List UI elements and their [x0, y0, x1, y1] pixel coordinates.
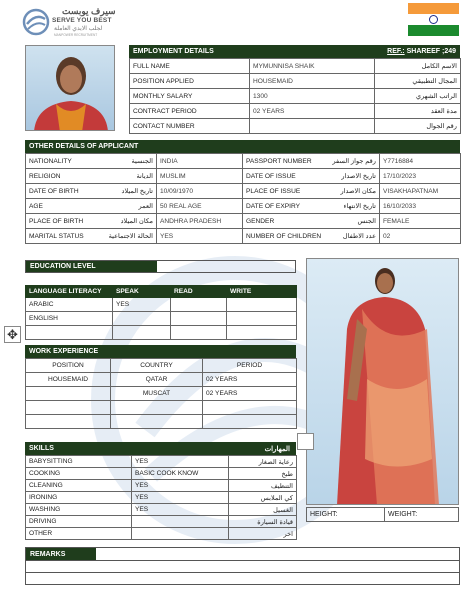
field-label-ar: المجال التطبيقي: [375, 74, 461, 89]
field-value: FEMALE: [380, 214, 461, 229]
language-name: ARABIC: [26, 298, 113, 312]
field-label-ar: تاريخ الاصدار: [322, 169, 380, 184]
education-level-row: [25, 260, 296, 273]
field-label: POSITION APPLIED: [130, 74, 250, 89]
language-literacy-header: LANGUAGE LITERACY: [26, 286, 113, 298]
field-value: 02: [380, 229, 461, 244]
table-row: [26, 516, 297, 528]
remarks-line: [26, 572, 459, 584]
empty-cell: [26, 401, 111, 415]
skill-name-ar: التنظيف: [229, 480, 297, 492]
language-speak: YES: [113, 298, 171, 312]
photo-checkbox[interactable]: [297, 433, 314, 450]
work-experience-table: [25, 358, 297, 429]
table-row: [130, 59, 461, 74]
ref-label: REF.:: [387, 48, 405, 55]
language-read: [171, 298, 227, 312]
field-value: ANDHRA PRADESH: [157, 214, 243, 229]
table-row: [26, 387, 297, 401]
field-label-ar: رقم جواز السفر: [322, 154, 380, 169]
table-row: [130, 119, 461, 134]
table-row: [26, 480, 297, 492]
field-label: MARITAL STATUS: [26, 229, 101, 244]
skills-header: [25, 442, 296, 455]
height-label: HEIGHT:: [307, 508, 385, 521]
column-header-country: COUNTRY: [111, 359, 203, 373]
field-label-ar: تاريخ الميلاد: [101, 184, 157, 199]
table-row: [26, 373, 297, 387]
field-label: MONTHLY SALARY: [130, 89, 250, 104]
work-period: 02 YEARS: [203, 373, 297, 387]
skill-name-ar: كي الملابس: [229, 492, 297, 504]
move-handle-icon[interactable]: ✥: [4, 326, 21, 343]
skills-title-ar: المهارات: [264, 445, 290, 453]
company-logo: [22, 6, 117, 40]
language-write: [227, 312, 297, 326]
work-experience-header: [25, 345, 296, 358]
work-experience-title: WORK EXPERIENCE: [29, 348, 99, 355]
applicant-details-header: [25, 140, 460, 153]
skill-value: YES: [132, 492, 229, 504]
field-value: 50 REAL AGE: [157, 199, 243, 214]
field-label: DATE OF ISSUE: [243, 169, 322, 184]
skill-value: YES: [132, 504, 229, 516]
skill-name: COOKING: [26, 468, 132, 480]
skill-name: WASHING: [26, 504, 132, 516]
field-label: CONTACT NUMBER: [130, 119, 250, 134]
table-row: [26, 184, 461, 199]
column-header-write: WRITE: [227, 286, 297, 298]
work-country: QATAR: [111, 373, 203, 387]
field-value: 17/10/2023: [380, 169, 461, 184]
skill-value: BASIC COOK KNOW: [132, 468, 229, 480]
field-label: NATIONALITY: [26, 154, 101, 169]
applicant-details-table: [25, 153, 461, 244]
skill-name: BABYSITTING: [26, 456, 132, 468]
field-label-ar: عدد الاطفال: [322, 229, 380, 244]
language-speak: [113, 312, 171, 326]
education-level-header: EDUCATION LEVEL: [26, 261, 157, 272]
field-label-ar: تاريخ الانتهاء: [322, 199, 380, 214]
table-row: [26, 286, 297, 298]
work-period: 02 YEARS: [203, 387, 297, 401]
field-value: 1300: [250, 89, 375, 104]
field-label: FULL NAME: [130, 59, 250, 74]
field-label-ar: مكان الاصدار: [322, 184, 380, 199]
table-row: [26, 401, 297, 415]
table-row: [130, 74, 461, 89]
table-row: [26, 154, 461, 169]
field-label: PLACE OF ISSUE: [243, 184, 322, 199]
field-label-ar: الاسم الكامل: [375, 59, 461, 74]
table-row: [26, 359, 297, 373]
table-row: [26, 229, 461, 244]
table-row: [26, 326, 297, 340]
empty-cell: [203, 401, 297, 415]
table-row: [130, 104, 461, 119]
work-country: MUSCAT: [111, 387, 203, 401]
logo-tagline-en: MANPOWER RECRUITMENT: [54, 33, 98, 37]
field-label-ar: الجنس: [322, 214, 380, 229]
india-flag-icon: [408, 3, 459, 36]
column-header-position: POSITION: [26, 359, 111, 373]
logo-emblem-icon: [22, 8, 50, 36]
field-label: NUMBER OF CHILDREN: [243, 229, 322, 244]
employment-details-title: EMPLOYMENT DETAILS: [133, 48, 214, 55]
table-row: [26, 415, 297, 429]
field-label-ar: الحالة الاجتماعية: [101, 229, 157, 244]
weight-label: WEIGHT:: [388, 511, 418, 518]
column-header-period: PERIOD: [203, 359, 297, 373]
portrait-photo: [25, 45, 115, 131]
empty-cell: [113, 326, 171, 340]
skill-name-ar: الغسيل: [229, 504, 297, 516]
table-row: [26, 528, 297, 540]
field-label: PASSPORT NUMBER: [243, 154, 322, 169]
field-label-ar: الجنسية: [101, 154, 157, 169]
logo-name-en: SERVE YOU BEST: [52, 17, 112, 24]
skill-name-ar: اخر: [229, 528, 297, 540]
field-value: INDIA: [157, 154, 243, 169]
field-value: [250, 119, 375, 134]
table-row: [26, 468, 297, 480]
skill-name: OTHER: [26, 528, 132, 540]
table-row: [26, 504, 297, 516]
field-label-ar: رقم الجوال: [375, 119, 461, 134]
table-row: [26, 214, 461, 229]
table-row: [26, 312, 297, 326]
field-label: DATE OF BIRTH: [26, 184, 101, 199]
skill-name: CLEANING: [26, 480, 132, 492]
empty-cell: [26, 415, 111, 429]
table-row: [26, 199, 461, 214]
skill-value: YES: [132, 480, 229, 492]
field-label: PLACE OF BIRTH: [26, 214, 101, 229]
field-label: AGE: [26, 199, 101, 214]
language-read: [171, 312, 227, 326]
field-value: HOUSEMAID: [250, 74, 375, 89]
work-position: [26, 387, 111, 401]
table-row: [26, 169, 461, 184]
field-label-ar: مكان الميلاد: [101, 214, 157, 229]
skill-name: IRONING: [26, 492, 132, 504]
field-label: GENDER: [243, 214, 322, 229]
remarks-section: [25, 547, 460, 585]
skill-name-ar: قيادة السيارة: [229, 516, 297, 528]
applicant-details-title: OTHER DETAILS OF APPLICANT: [29, 143, 139, 150]
employment-details-header: [129, 45, 460, 58]
field-value: Y7716884: [380, 154, 461, 169]
field-value: MUSLIM: [157, 169, 243, 184]
field-value: 16/10/2033: [380, 199, 461, 214]
table-row: [130, 89, 461, 104]
table-row: [26, 456, 297, 468]
logo-name-ar: سيرف يوبست: [62, 6, 116, 16]
skills-title: SKILLS: [29, 445, 54, 452]
language-literacy-table: [25, 285, 297, 340]
remarks-line: [26, 560, 459, 572]
employment-details-table: [129, 58, 461, 134]
skill-name-ar: طبخ: [229, 468, 297, 480]
column-header-read: READ: [171, 286, 227, 298]
language-name: ENGLISH: [26, 312, 113, 326]
skill-value: [132, 528, 229, 540]
field-value: MYMUNNISA SHAIK: [250, 59, 375, 74]
skills-table: [25, 455, 297, 540]
field-label: CONTRACT PERIOD: [130, 104, 250, 119]
skill-name-ar: رعاية الصغار: [229, 456, 297, 468]
empty-cell: [26, 326, 113, 340]
skill-value: [132, 516, 229, 528]
empty-cell: [171, 326, 227, 340]
field-label-ar: الراتب الشهري: [375, 89, 461, 104]
empty-cell: [203, 415, 297, 429]
remarks-header: REMARKS: [26, 548, 96, 560]
field-label: DATE OF EXPIRY: [243, 199, 322, 214]
skill-name: DRIVING: [26, 516, 132, 528]
empty-cell: [111, 401, 203, 415]
language-write: [227, 298, 297, 312]
field-value: YES: [157, 229, 243, 244]
table-row: [26, 298, 297, 312]
field-label: RELIGION: [26, 169, 101, 184]
ref-value: SHAREEF ;249: [406, 48, 456, 55]
height-weight-row: [306, 507, 459, 522]
table-row: [26, 492, 297, 504]
empty-cell: [227, 326, 297, 340]
logo-tagline-ar: لجلب الايدي العاملة: [54, 26, 103, 32]
skill-value: YES: [132, 456, 229, 468]
field-label-ar: العمر: [101, 199, 157, 214]
field-value: VISAKHAPATNAM: [380, 184, 461, 199]
full-body-photo: [306, 258, 459, 505]
field-value: 02 YEARS: [250, 104, 375, 119]
work-position: HOUSEMAID: [26, 373, 111, 387]
empty-cell: [111, 415, 203, 429]
field-value: 10/09/1970: [157, 184, 243, 199]
column-header-speak: SPEAK: [113, 286, 171, 298]
field-label-ar: مدة العقد: [375, 104, 461, 119]
field-label-ar: الديانة: [101, 169, 157, 184]
